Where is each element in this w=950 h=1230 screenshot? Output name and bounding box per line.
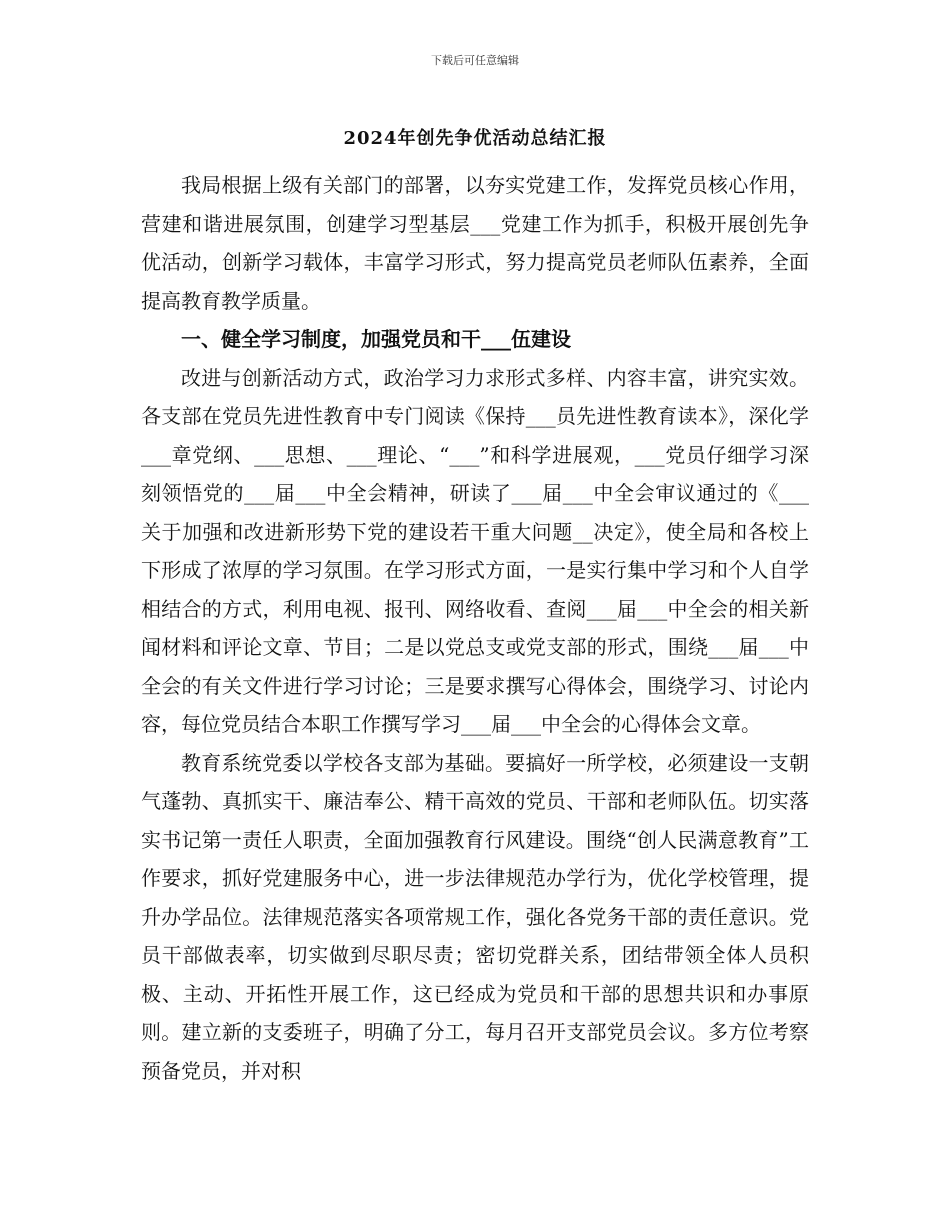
page-header-note: 下载后可任意编辑 <box>431 54 519 67</box>
intro-paragraph: 我局根据上级有关部门的部署，以夯实党建工作，发挥党员核心作用，营建和谐进展氛围，创建学习型基层___党建工作为抓手，积极开展创先争优活动，创新学习载体，丰富学习形式，努力提高党员老师队伍素养，全面提高教育教学质量。 <box>141 173 809 313</box>
section-heading-1: 一、健全学习制度，加强党员和干___伍建设 <box>181 327 571 351</box>
body-paragraph-2: 教育系统党委以学校各支部为基础。要搞好一所学校，必须建设一支朝气蓬勃、真抓实干、廉洁奉公、精干高效的党员、干部和老师队伍。切实落实书记第一责任人职责，全面加强教育行风建设。围绕“创人民满意教育”工作要求，抓好党建服务中心，进一步法律规范办学行为，优化学校管理，提升办学品位。法律规范落实各项常规工作，强化各党务干部的责任意识。党员干部做表率，切实做到尽职尽责；密切党群关系，团结带领全体人员积极、主动、开拓性开展工作，这已经成为党员和干部的思想共识和办事原则。建立新的支委班子，明确了分工，每月召开支部党员会议。多方位考察预备党员，并对积 <box>141 750 809 1083</box>
document-title: 2024年创先争优活动总结汇报 <box>343 128 607 149</box>
document-body <box>141 166 809 1090</box>
body-paragraph-1: 改进与创新活动方式，政治学习力求形式多样、内容丰富，讲究实效。各支部在党员先进性教育中专门阅读《保持___员先进性教育读本》，深化学___章党纲、___思想、___理论、“___”和科学进展观，___党员仔细学习深刻领悟党的___届___中全会精神，研读了___届___中全会审议通过的《___关于加强和改进新形势下党的建设若干重大问题__决定》，使全局和各校上下形成了浓厚的学习氛围。在学习形式方面，一是实行集中学习和个人自学相结合的方式，利用电视、报刊、网络收看、查阅___届___中全会的相关新闻材料和评论文章、节目；二是以党总支或党支部的形式，围绕___届___中全会的有关文件进行学习讨论；三是要求撰写心得体会，围绕学习、讨论内容，每位党员结合本职工作撰写学习___届___中全会的心得体会文章。 <box>141 365 809 736</box>
